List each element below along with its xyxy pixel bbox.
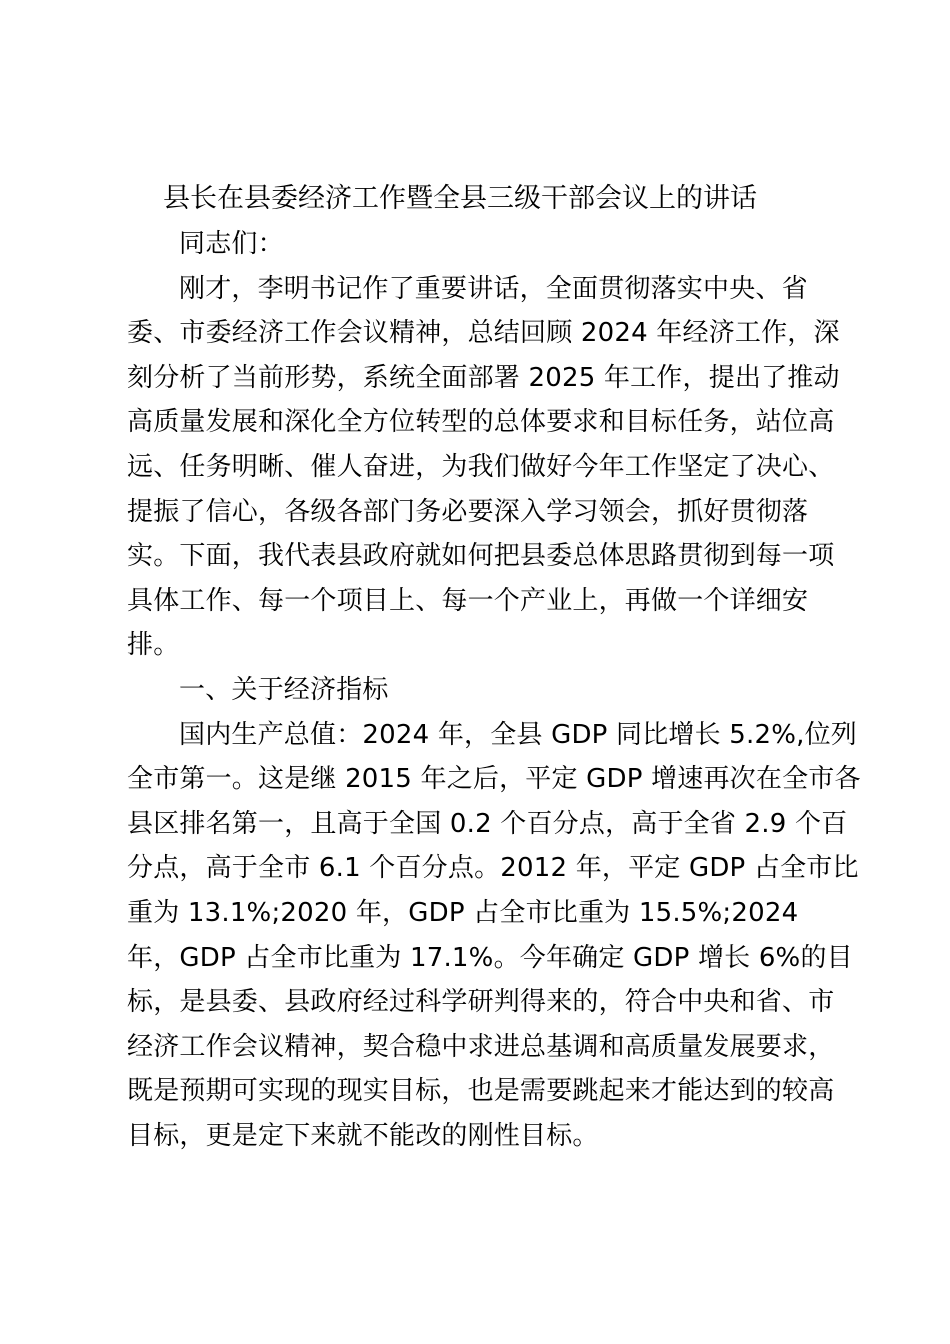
text-line: 既是预期可实现的现实目标，也是需要跳起来才能达到的较高 bbox=[127, 1076, 835, 1107]
text-line: 高质量发展和深化全方位转型的总体要求和目标任务，站位高 bbox=[127, 407, 835, 438]
text-line: 县区排名第一，且高于全国 0.2 个百分点，高于全省 2.9 个百 bbox=[127, 808, 848, 839]
text-line: 一、关于经济指标 bbox=[179, 674, 389, 705]
text-line: 刚才，李明书记作了重要讲话，全面贯彻落实中央、省 bbox=[179, 273, 808, 304]
text-line: 重为 13.1%;2020 年，GDP 占全市比重为 15.5%;2024 bbox=[127, 897, 799, 928]
text-line: 分点，高于全市 6.1 个百分点。2012 年，平定 GDP 占全市比 bbox=[127, 853, 859, 884]
text-line: 提振了信心，各级各部门务必要深入学习领会，抓好贯彻落 bbox=[127, 496, 809, 527]
text-line: 目标，更是定下来就不能改的刚性目标。 bbox=[127, 1120, 599, 1151]
text-line: 标，是县委、县政府经过科学研判得来的，符合中央和省、市 bbox=[127, 987, 835, 1018]
text-line: 同志们： bbox=[179, 229, 284, 259]
text-line: 国内生产总值：2024 年，全县 GDP 同比增长 5.2%,位列 bbox=[179, 719, 857, 750]
text-line: 远、任务明晰、催人奋进，为我们做好今年工作坚定了决心、 bbox=[127, 451, 835, 482]
text-line: 年，GDP 占全市比重为 17.1%。今年确定 GDP 增长 6%的目 bbox=[127, 942, 853, 973]
text-line: 实。下面，我代表县政府就如何把县委总体思路贯彻到每一项 bbox=[127, 541, 835, 572]
text-line: 刻分析了当前形势，系统全面部署 2025 年工作，提出了推动 bbox=[127, 362, 840, 393]
text-line: 委、市委经济工作会议精神，总结回顾 2024 年经济工作，深 bbox=[127, 318, 840, 349]
text-line: 经济工作会议精神，契合稳中求进总基调和高质量发展要求， bbox=[127, 1031, 835, 1062]
document-body bbox=[127, 222, 861, 1158]
text-line: 具体工作、每一个项目上、每一个产业上，再做一个详细安 bbox=[127, 585, 809, 616]
text-line: 排。 bbox=[127, 630, 180, 661]
text-line: 全市第一。这是继 2015 年之后，平定 GDP 增速再次在全市各 bbox=[127, 764, 861, 795]
page-title: 县长在县委经济工作暨全县三级干部会议上的讲话 bbox=[163, 183, 757, 214]
